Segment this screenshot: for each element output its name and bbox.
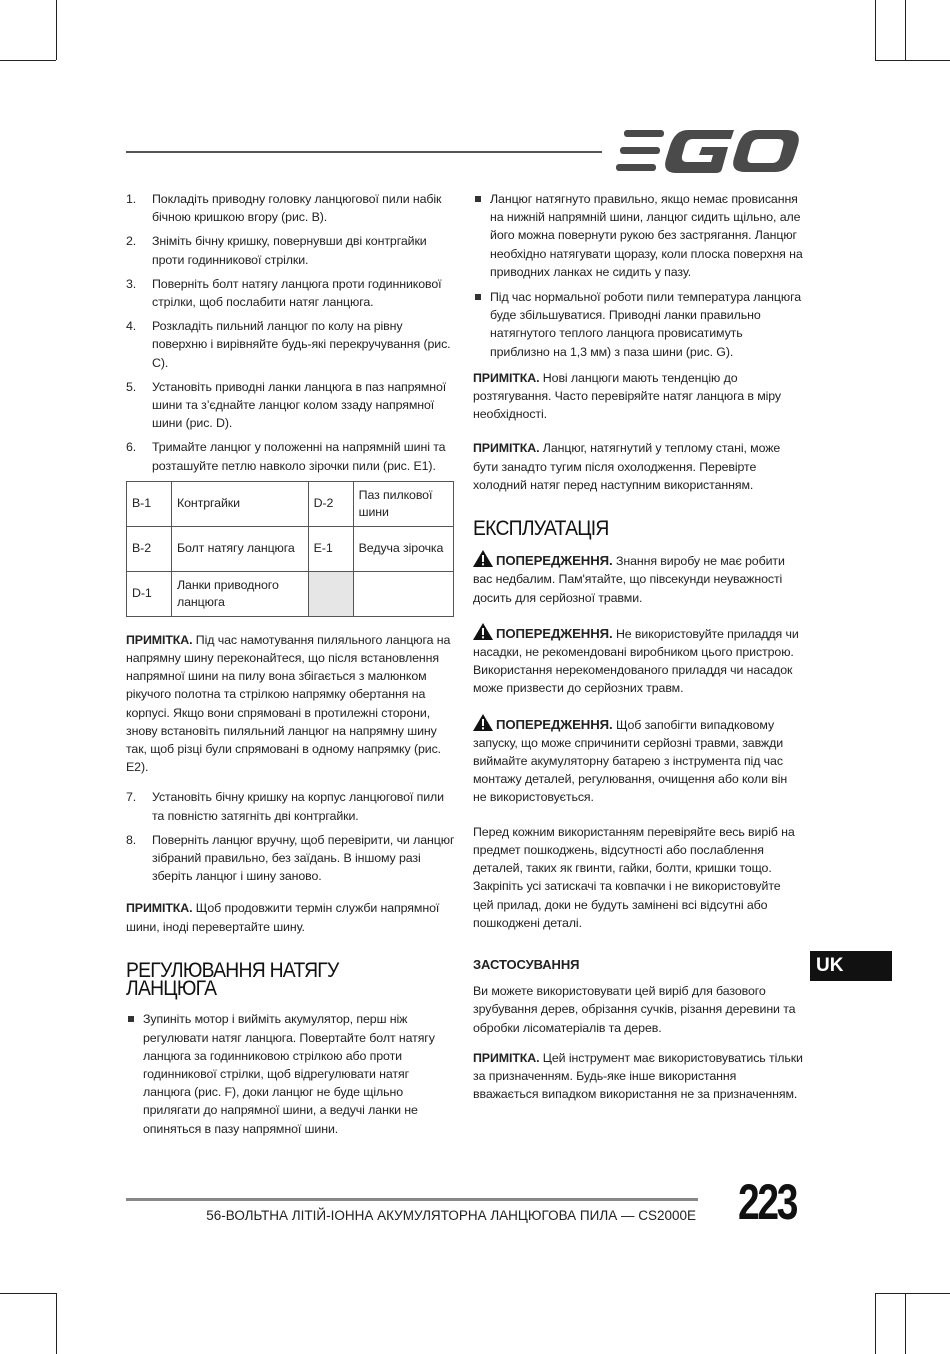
note-paragraph: ПРИМІТКА. Під час намотування пиляльного ланцюга на напрямну шину переконайтеся, що після встановлення напрямної шини на пилу вона збігається з малюнком рікучого полотна та стрілкою напрямку обертання на корпусі. Якщо вони спрямовані в протилежні сторони, знову встановіть пиляльний ланцюг на напрямну шину так, щоб різці були спрямовані в одному напрямку (рис. E2).	[126, 632, 451, 775]
warning-icon	[473, 623, 493, 640]
table-cell: B-2	[127, 526, 172, 571]
crop-mark	[0, 1293, 56, 1294]
body-paragraph: Перед кожним використанням перевіряйте весь виріб на предмет пошкоджень, відсутності або послаблення деталей, таких як гвинти, гайки, болти, кришки тощо. Закріпіть усі затискачі та ковпачки і не використовуйте цей прилад, доки не будуть замінені всі відсутні або пошкоджені деталі.	[473, 824, 795, 930]
left-column	[126, 190, 456, 1145]
bullet-list	[473, 190, 803, 361]
list-item: 8. Поверніть ланцюг вручну, щоб перевірити, чи ланцюг зібраний правильно, без заїдань. В іншому разі зберіть ланцюг і шину заново.	[126, 832, 455, 884]
crop-mark	[56, 0, 57, 60]
table-cell: Контргайки	[172, 481, 309, 526]
assembly-steps-continued	[126, 788, 456, 885]
right-column	[473, 190, 803, 1115]
crop-mark	[875, 1293, 876, 1354]
crop-mark	[0, 60, 56, 61]
parts-table	[126, 481, 454, 617]
square-bullet-icon	[475, 196, 481, 202]
list-item: 2. Зніміть бічну кришку, повернувши дві контргайки проти годинникової стрілки.	[126, 234, 427, 267]
list-item: 7. Установіть бічну кришку на корпус ланцюгової пили та повністю затягніть дві контргайки.	[126, 790, 444, 823]
table-row	[127, 571, 454, 616]
language-tab: UK	[810, 951, 892, 981]
square-bullet-icon	[475, 294, 481, 300]
ego-logo	[616, 128, 802, 174]
warning-paragraph: ПОПЕРЕДЖЕННЯ. Не використовуйте приладдя чи насадки, не рекомендовані виробником цього пристрою. Використання нерекомендованого приладдя чи насадок може призвести до серйозних травм.	[473, 623, 803, 698]
warning-paragraph: ПОПЕРЕДЖЕННЯ. Знання виробу не має робити вас недбалим. Пам'ятайте, що півсекунди неуважності досить для серйозної травми.	[473, 550, 803, 607]
square-bullet-icon	[128, 1016, 134, 1022]
table-cell	[353, 571, 453, 616]
warning-icon	[473, 714, 493, 731]
crop-mark	[875, 1293, 950, 1294]
assembly-steps	[126, 190, 456, 475]
table-cell	[308, 571, 353, 616]
footer-title: 56-ВОЛЬТНА ЛІТІЙ-ІОННА АКУМУЛЯТОРНА ЛАНЦЮГОВА ПИЛА — CS2000E	[206, 1208, 696, 1223]
table-cell: Паз пилкової шини	[353, 481, 453, 526]
list-item: 5. Установіть приводні ланки ланцюга в паз напрямної шини та з’єднайте ланцюг колом ззаду напрямної шини (рис. D).	[126, 379, 447, 431]
crop-mark	[875, 60, 950, 61]
list-item: 3. Поверніть болт натягу ланцюга проти годинникової стрілки, щоб послабити натяг ланцюга.	[126, 276, 442, 310]
list-item: Ланцюг натягнуто правильно, якщо немає провисання на нижній напрямній шини, ланцюг сидить щільно, але його можна повернути рукою без застрягання. Ланцюг необхідно натягувати щоразу, коли плоска поверхня на приводних ланках не сидить у пазу.	[473, 190, 803, 281]
note-paragraph: ПРИМІТКА. Ланцюг, натягнутий у теплому стані, може бути занадто тугим після охолодження. Перевірте холодний натяг перед наступним використанням.	[473, 441, 781, 492]
table-cell: E-1	[308, 526, 353, 571]
crop-mark	[905, 1293, 906, 1354]
table-cell: D-1	[127, 571, 172, 616]
list-item: 4. Розкладіть пильний ланцюг по колу на рівну поверхню і вирівняйте будь-які перекручування (рис. C).	[126, 319, 451, 370]
table-cell: Ведуча зірочка	[353, 526, 453, 571]
note-paragraph: ПРИМІТКА. Цей інструмент має використовуватись тільки за призначенням. Будь-яке інше використання вважається випадком використання не за призначенням.	[473, 1050, 803, 1102]
header-rule	[126, 151, 602, 153]
table-cell: Болт натягу ланцюга	[172, 526, 309, 571]
list-item: 6. Тримайте ланцюг у положенні на напрямній шині та розташуйте петлю навколо зірочки пили (рис. E1).	[126, 440, 446, 473]
table-cell: Ланки приводного ланцюга	[172, 571, 309, 616]
list-item: Під час нормальної роботи пили температура ланцюга буде збільшуватися. Приводні ланки правильно натягнутого теплого ланцюга провисатимуть приблизно на 1,3 мм) з паза шини (рис. G).	[473, 288, 803, 361]
section-heading: РЕГУЛЮВАННЯ НАТЯГУ ЛАНЦЮГА	[126, 958, 339, 1001]
warning-icon	[473, 550, 493, 567]
body-paragraph: Ви можете використовувати цей виріб для базового зрубування дерев, обрізання сучків, різання деревини та обробки лісоматеріалів та дерев.	[473, 984, 796, 1035]
page-number: 223	[738, 1174, 797, 1230]
note-paragraph: ПРИМІТКА. Щоб продовжити термін служби напрямної шини, іноді перевертайте шину.	[126, 901, 440, 934]
table-row	[127, 481, 454, 526]
crop-mark	[875, 0, 876, 60]
subsection-heading: ЗАСТОСУВАННЯ	[473, 956, 580, 972]
table-row	[127, 526, 454, 571]
footer-rule	[126, 1198, 698, 1201]
crop-mark	[56, 1293, 57, 1354]
note-paragraph: ПРИМІТКА. Нові ланцюги мають тенденцію до розтягування. Часто перевіряйте натяг ланцюга в міру необхідності.	[473, 370, 782, 422]
bullet-list	[126, 1010, 456, 1137]
list-item: Зупиніть мотор і вийміть акумулятор, перш ніж регулювати натяг ланцюга. Повертайте болт натягу ланцюга за годинниковою стрілкою або проти годинникової стрілки, щоб відрегулювати натяг ланцюга (рис. F), доки ланцюг не буде щільно прилягати до напрямної шини, а ведучі ланки не опиняться в пазу напрямної шини.	[126, 1010, 456, 1137]
table-cell: B-1	[127, 481, 172, 526]
warning-paragraph: ПОПЕРЕДЖЕННЯ. Щоб запобігти випадковому запуску, що може спричинити серйозні травми, завжди виймайте акумуляторну батарею з інструмента під час монтажу деталей, регулювання, очищення або коли він не використовується.	[473, 714, 803, 807]
list-item: 1. Покладіть приводну головку ланцюгової пили набік бічною кришкою вгору (рис. B).	[126, 192, 442, 225]
section-heading: ЕКСПЛУАТАЦІЯ	[473, 517, 609, 541]
crop-mark	[905, 0, 906, 60]
table-cell: D-2	[308, 481, 353, 526]
